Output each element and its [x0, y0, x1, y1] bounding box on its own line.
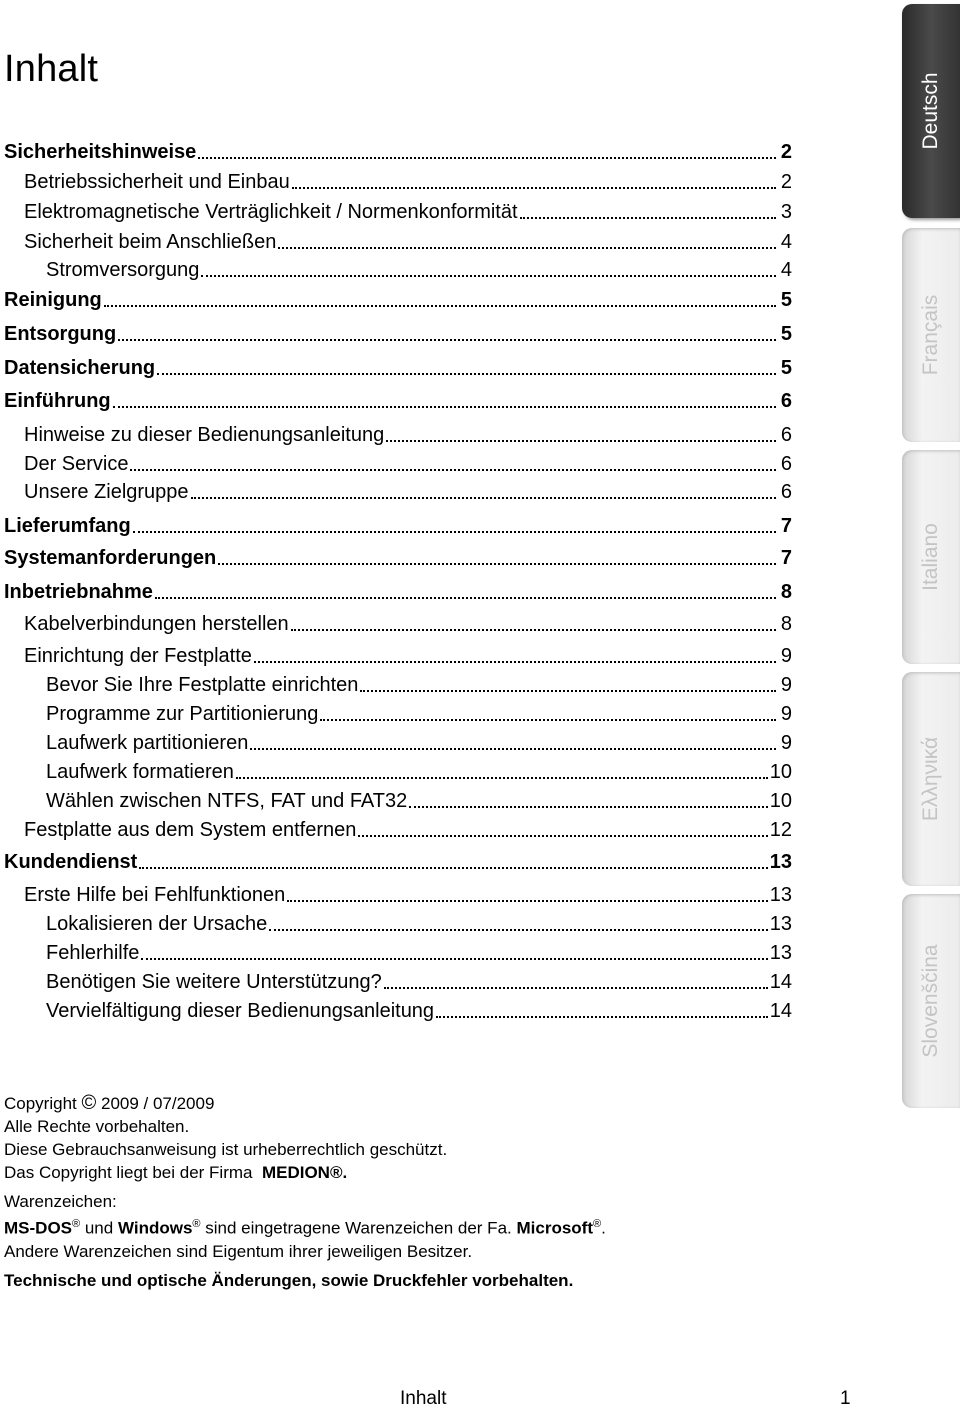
- toc-entry-title: Fehlerhilfe: [46, 942, 140, 964]
- protected-text: Diese Gebrauchsanweisung ist urheberrechtlich geschützt.: [4, 1140, 448, 1159]
- toc-entry-title: Betriebssicherheit und Einbau: [24, 171, 290, 193]
- toc-leader-dots: [291, 628, 776, 631]
- toc-leader-dots: [157, 372, 776, 375]
- toc-entry[interactable]: [0, 318, 792, 346]
- toc-entry-title: Sicherheit beim Anschließen: [24, 231, 277, 253]
- toc-entry-title: Hinweise zu dieser Bedienungsanleitung: [24, 424, 385, 446]
- toc-leader-dots: [133, 530, 776, 533]
- toc-entry-page: 8: [780, 581, 792, 603]
- toc-entry-page: 2: [780, 171, 792, 193]
- toc-leader-dots: [198, 156, 776, 159]
- toc-entry[interactable]: [0, 908, 792, 936]
- toc-entry[interactable]: [0, 576, 792, 604]
- trademark-end: .: [601, 1218, 606, 1238]
- toc-leader-dots: [236, 776, 768, 779]
- toc-leader-dots: [409, 805, 768, 808]
- toc-entry-title: Benötigen Sie weitere Unterstützung?: [46, 971, 382, 993]
- toc-leader-dots: [104, 304, 776, 307]
- toc-entry-title: Einführung: [4, 390, 111, 412]
- registered-icon: ®: [72, 1218, 81, 1230]
- toc-entry-page: 5: [780, 357, 792, 379]
- toc-entry-title: Entsorgung: [4, 323, 117, 345]
- trademarks-line: [4, 1213, 606, 1240]
- toc-entry-page: 8: [780, 613, 792, 635]
- trademark-msdos: MS-DOS: [4, 1218, 72, 1238]
- language-tab[interactable]: [902, 4, 960, 218]
- language-tab-label: Français: [919, 294, 942, 376]
- toc-entry-page: 7: [780, 515, 792, 537]
- toc-entry-title: Sicherheitshinweise: [4, 141, 197, 163]
- toc-entry[interactable]: [0, 542, 792, 570]
- registered-mark: ®.: [329, 1163, 348, 1182]
- toc-leader-dots: [130, 468, 776, 471]
- toc-entry[interactable]: [0, 226, 792, 254]
- toc-leader-dots: [155, 596, 776, 599]
- toc-entry[interactable]: [0, 476, 792, 504]
- toc-entry[interactable]: [0, 136, 792, 164]
- toc-leader-dots: [292, 186, 776, 189]
- toc-entry[interactable]: [0, 419, 792, 447]
- toc-leader-dots: [520, 216, 776, 219]
- toc-entry-page: 3: [780, 201, 792, 223]
- toc-entry-title: Kabelverbindungen herstellen: [24, 613, 289, 635]
- toc-entry-title: Kundendienst: [4, 851, 138, 873]
- toc-entry-title: Inbetriebnahme: [4, 581, 153, 603]
- toc-entry-title: Elektromagnetische Verträglichkeit / Normenkonformität: [24, 201, 518, 223]
- toc-entry[interactable]: [0, 385, 792, 413]
- toc-leader-dots: [320, 718, 776, 721]
- page-number: 1: [840, 1388, 851, 1409]
- toc-entry-page: 6: [780, 424, 792, 446]
- toc-leader-dots: [287, 899, 768, 902]
- toc-entry[interactable]: [0, 196, 792, 224]
- toc-entry-page: 4: [780, 259, 792, 281]
- trademark-and: und: [84, 1218, 114, 1238]
- toc-entry-page: 4: [780, 231, 792, 253]
- toc-entry[interactable]: [0, 756, 792, 784]
- holder-prefix: Das Copyright liegt bei der Firma: [4, 1163, 253, 1182]
- toc-leader-dots: [269, 928, 768, 931]
- toc-entry-title: Lieferumfang: [4, 515, 131, 537]
- toc-entry-page: 9: [780, 703, 792, 725]
- toc-entry-page: 10: [769, 790, 792, 812]
- toc-entry-page: 14: [769, 971, 792, 993]
- toc-entry[interactable]: [0, 510, 792, 538]
- language-tab[interactable]: [902, 894, 960, 1108]
- rights-text: Alle Rechte vorbehalten.: [4, 1117, 190, 1136]
- trademark-windows: Windows: [117, 1218, 193, 1238]
- disclaimer-text: Technische und optische Änderungen, sowie Druckfehler vorbehalten.: [4, 1270, 574, 1290]
- toc-entry-title: Festplatte aus dem System entfernen: [24, 819, 357, 841]
- toc-entry-page: 6: [780, 390, 792, 412]
- language-tab-label: Italiano: [919, 523, 942, 591]
- toc-entry-title: Unsere Zielgruppe: [24, 481, 189, 503]
- toc-entry-title: Der Service: [24, 453, 129, 475]
- toc-entry[interactable]: [0, 166, 792, 194]
- trademark-microsoft: Microsoft: [516, 1218, 593, 1238]
- toc-entry-page: 10: [769, 761, 792, 783]
- toc-entry-title: Wählen zwischen NTFS, FAT und FAT32: [46, 790, 408, 812]
- toc-entry[interactable]: [0, 669, 792, 697]
- toc-entry-title: Stromversorgung: [46, 259, 200, 281]
- language-tab[interactable]: [902, 672, 960, 886]
- language-tab-label: Ελληνικά: [919, 736, 942, 822]
- language-tab[interactable]: [902, 228, 960, 442]
- language-tab[interactable]: [902, 450, 960, 664]
- toc-entry-title: Reinigung: [4, 289, 102, 311]
- registered-icon: ®: [192, 1218, 201, 1230]
- toc-entry[interactable]: [0, 284, 792, 312]
- toc-entry-title: Vervielfältigung dieser Bedienungsanleitung: [46, 1000, 435, 1022]
- toc-entry-page: 9: [780, 732, 792, 754]
- toc-entry[interactable]: [0, 448, 792, 476]
- toc-entry-title: Laufwerk partitionieren: [46, 732, 249, 754]
- toc-entry-title: Lokalisieren der Ursache: [46, 913, 268, 935]
- toc-entry[interactable]: [0, 352, 792, 380]
- copyright-line: [4, 1092, 606, 1115]
- toc-leader-dots: [191, 496, 776, 499]
- toc-leader-dots: [436, 1015, 768, 1018]
- toc-entry[interactable]: [0, 254, 792, 282]
- footer-label: Inhalt: [400, 1388, 447, 1409]
- toc-leader-dots: [278, 246, 776, 249]
- toc-entry-page: 5: [780, 323, 792, 345]
- trademarks-label: Warenzeichen:: [4, 1192, 117, 1211]
- toc-leader-dots: [386, 439, 776, 442]
- toc-entry-page: 13: [769, 851, 792, 873]
- toc-entry-page: 14: [769, 1000, 792, 1022]
- toc-leader-dots: [218, 562, 776, 565]
- toc-leader-dots: [254, 660, 776, 663]
- toc-entry-title: Laufwerk formatieren: [46, 761, 234, 783]
- toc-entry-page: 7: [780, 547, 792, 569]
- toc-leader-dots: [250, 747, 776, 750]
- toc-entry-page: 6: [780, 481, 792, 503]
- toc-leader-dots: [113, 405, 776, 408]
- other-trademarks-text: Andere Warenzeichen sind Eigentum ihrer jeweiligen Besitzer.: [4, 1241, 473, 1261]
- toc-leader-dots: [201, 274, 776, 277]
- toc-entry[interactable]: [0, 814, 792, 842]
- copyright-years: 2009 / 07/2009: [100, 1094, 215, 1113]
- toc-entry-title: Datensicherung: [4, 357, 156, 379]
- toc-entry[interactable]: [0, 727, 792, 755]
- toc-entry-page: 5: [780, 289, 792, 311]
- toc-entry[interactable]: [0, 640, 792, 668]
- holder-name: MEDION: [261, 1163, 330, 1182]
- toc-entry-page: 13: [769, 942, 792, 964]
- toc-entry[interactable]: [0, 966, 792, 994]
- toc-leader-dots: [139, 866, 767, 869]
- copyright-label: Copyright: [4, 1094, 77, 1113]
- toc-entry-title: Einrichtung der Festplatte: [24, 645, 252, 667]
- toc-entry[interactable]: [0, 608, 792, 636]
- registered-icon: ®: [592, 1218, 602, 1230]
- toc-entry[interactable]: [0, 937, 792, 965]
- toc-leader-dots: [141, 957, 767, 960]
- toc-leader-dots: [358, 834, 767, 837]
- toc-entry-title: Systemanforderungen: [4, 547, 217, 569]
- toc-entry[interactable]: [0, 879, 792, 907]
- toc-entry-page: 2: [780, 141, 792, 163]
- toc-entry-page: 9: [780, 674, 792, 696]
- toc-entry-title: Bevor Sie Ihre Festplatte einrichten: [46, 674, 359, 696]
- toc-entry[interactable]: [0, 846, 792, 874]
- holder-line: [4, 1161, 606, 1184]
- trademark-text: sind eingetragene Warenzeichen der Fa.: [205, 1218, 512, 1238]
- toc-entry-page: 13: [769, 913, 792, 935]
- copyright-icon: ©: [81, 1092, 97, 1114]
- toc-entry-title: Programme zur Partitionierung: [46, 703, 319, 725]
- toc-entry[interactable]: [0, 785, 792, 813]
- toc-entry-page: 13: [769, 884, 792, 906]
- toc-entry[interactable]: [0, 698, 792, 726]
- page-title: Inhalt: [4, 48, 99, 90]
- toc-entry-page: 6: [780, 453, 792, 475]
- language-tab-label: Deutsch: [919, 72, 942, 150]
- toc-leader-dots: [360, 689, 776, 692]
- copyright-notice: [4, 1092, 606, 1292]
- toc-entry-title: Erste Hilfe bei Fehlfunktionen: [24, 884, 286, 906]
- toc-leader-dots: [384, 986, 768, 989]
- toc-entry[interactable]: [0, 995, 792, 1023]
- toc-entry-page: 12: [769, 819, 792, 841]
- toc-entry-page: 9: [780, 645, 792, 667]
- language-tab-label: Slovenščina: [919, 944, 942, 1058]
- toc-leader-dots: [118, 338, 776, 341]
